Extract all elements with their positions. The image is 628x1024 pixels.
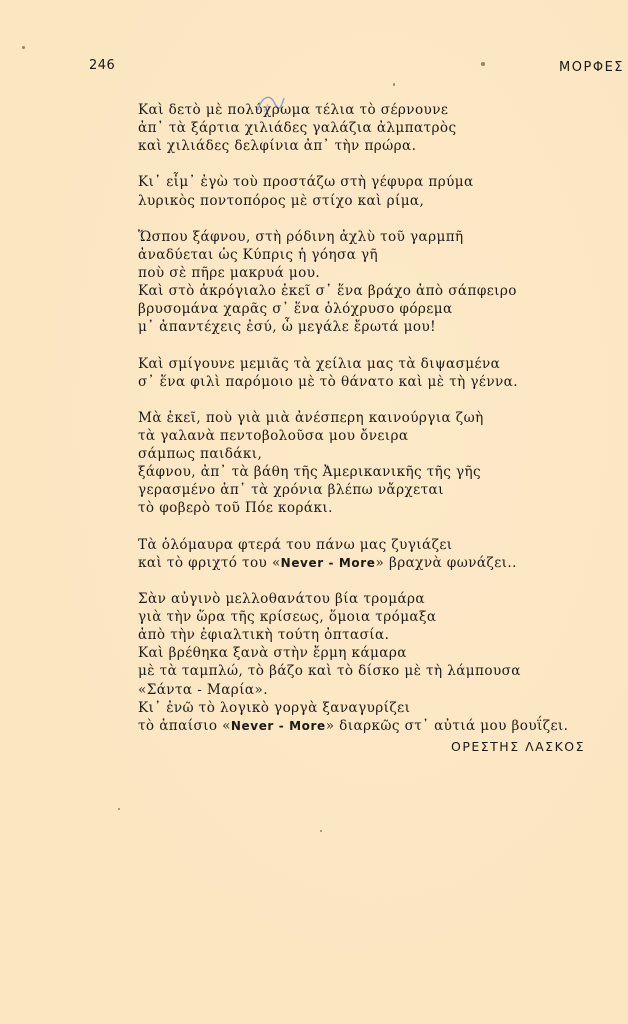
poem-line: τὸ φοβερὸ τοῦ Πόε κοράκι. xyxy=(138,500,333,517)
author-signature: ΟΡΕΣΤΗΣ ΛΑΣΚΟΣ xyxy=(451,739,586,754)
poem-line: ἀπ᾽ τὰ ξάρτια χιλιάδες γαλάζια ἀλμπατρὸς xyxy=(138,120,457,137)
poem-line: σ᾽ ἕνα φιλὶ παρόμοιο μὲ τὸ θάνατο καὶ μὲ τὴ γέννα. xyxy=(138,373,518,390)
paper-speck xyxy=(22,46,25,49)
line-text-before: τὸ ἀπαίσιο « xyxy=(138,717,231,734)
poem-line: Κι᾽ εἶμ᾽ ἐγὼ τοὺ προστάζω στὴ γέφυρα πρύμα xyxy=(138,174,474,191)
line-text-after: » βραχνὰ φωνάζει.. xyxy=(375,554,517,571)
stanza-7 xyxy=(138,590,618,735)
poem-line: βρυσομάνα χαρᾶς σ᾽ ἕνα ὁλόχρυσο φόρεμα xyxy=(138,301,453,318)
paper-speck xyxy=(320,830,322,832)
poem-line: τὰ γαλανὰ πεντοβολοῦσα μου ὄνειρα xyxy=(138,428,409,445)
poem-line: Καὶ δετὸ μὲ πολύχρωμα τέλια τὸ σέρνουνε xyxy=(138,102,449,118)
page-number: 246 xyxy=(89,58,116,73)
poem-line: γιὰ τὴν ὥρα τῆς κρίσεως, ὅμοια τρόμαξα xyxy=(138,609,437,626)
poem-line: σάμπως παιδάκι, xyxy=(138,446,263,463)
poem-line: Καὶ στὸ ἀκρόγιαλο ἐκεῖ σ᾽ ἕνα βράχο ἀπὸ σάπφειρο xyxy=(138,283,517,300)
never-more-phrase: Never - More xyxy=(280,555,376,570)
poem-line: Τὰ ὁλόμαυρα φτερά του πάνω μας ζυγιάζει xyxy=(138,536,453,553)
paper-speck xyxy=(393,83,395,86)
stanza-3 xyxy=(138,228,618,337)
poem-line: ἀναδύεται ὡς Κύπρις ἡ γόησα γῆ xyxy=(138,246,379,263)
poem-line: Ὥσπου ξάφνου, στὴ ρόδινη ἀχλὺ τοῦ γαρμπῆ xyxy=(138,228,464,245)
stanza-4 xyxy=(138,355,618,391)
never-more-phrase: Never - More xyxy=(230,718,326,733)
line-text-after: » διαρκῶς στ᾽ αὐτιά μου βουΐζει. xyxy=(325,717,569,734)
poem-line: μ᾽ ἀπαντέχεις ἐσύ, ὦ μεγάλε ἔρωτά μου! xyxy=(138,319,437,336)
poem-line: Μὰ ἐκεῖ, ποὺ γιὰ μιὰ ἀνέσπερη καινούργια ζωὴ xyxy=(138,409,484,426)
stanza-1 xyxy=(138,101,618,155)
paper-speck xyxy=(118,808,120,810)
poem-line: «Σάντα - Μαρία». xyxy=(138,681,268,698)
line-text-before: καὶ τὸ φριχτό του « xyxy=(138,554,281,571)
poem-line: ἀπὸ τὴν ἐφιαλτικὴ τούτη ὀπτασία. xyxy=(138,627,390,644)
stanza-6 xyxy=(138,536,618,572)
poem-line: γερασμένο ἀπ᾽ τὰ χρόνια βλέπω νἄρχεται xyxy=(138,482,444,499)
poem-line: καὶ χιλιάδες δελφίνια ἀπ᾽ τὴν πρώρα. xyxy=(138,138,417,155)
stanza-2 xyxy=(138,173,618,209)
poem-line: λυρικὸς ποντοπόρος μὲ στίχο καὶ ρίμα, xyxy=(138,192,425,209)
poem-line: ξάφνου, ἀπ᾽ τὰ βάθη τῆς Ἀμερικανικῆς τῆς γῆς xyxy=(138,464,482,481)
paper-speck xyxy=(481,62,485,66)
poem-line: Κι᾽ ἐνῶ τὸ λογικὸ γοργὰ ξαναγυρίζει xyxy=(138,699,411,716)
poem-line-never-more xyxy=(138,717,618,735)
poem-line-never-more xyxy=(138,554,618,572)
poem xyxy=(138,101,618,753)
poem-line: μὲ τὰ ταμπλώ, τὸ βάζο καὶ τὸ δίσκο μὲ τὴ λάμπουσα xyxy=(138,663,521,680)
running-head: ΜΟΡΦΕΣ xyxy=(559,60,624,75)
poem-line: Σὰν αὐγινὸ μελλοθανάτου βία τρομάρα xyxy=(138,591,426,608)
stanza-5 xyxy=(138,409,618,518)
poem-line: Καὶ σμίγουνε μεμιᾶς τὰ χείλια μας τὰ διψασμένα xyxy=(138,355,501,372)
poem-line: ποὺ σὲ πῆρε μακρυά μου. xyxy=(138,265,321,282)
poem-line: Καὶ βρέθηκα ξανὰ στὴν ἔρμη κάμαρα xyxy=(138,645,407,662)
